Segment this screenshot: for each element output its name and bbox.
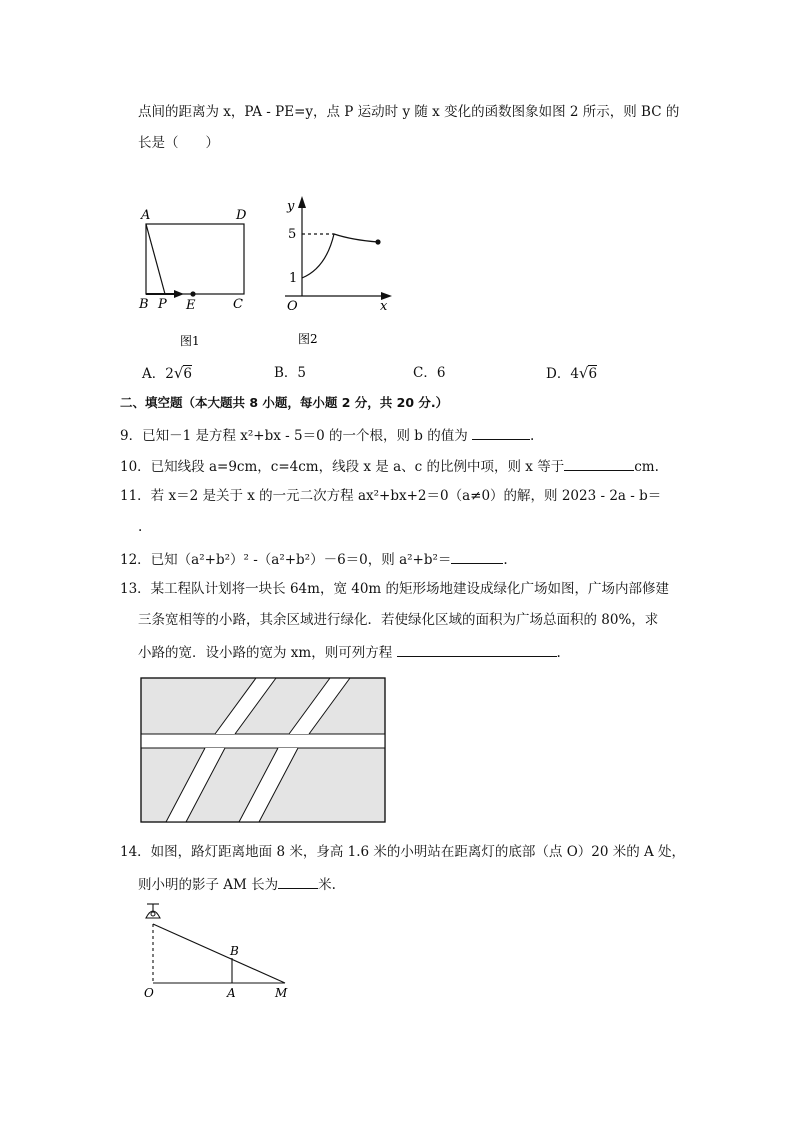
label-P: P bbox=[158, 297, 167, 312]
q12: 12．已知（a²+b²）² -（a²+b²）－6＝0，则 a²+b²＝ . bbox=[120, 549, 508, 569]
label-A: A bbox=[141, 208, 151, 223]
q10: 10．已知线段 a=9cm，c=4cm，线段 x 是 a、c 的比例中项，则 x 等于 cm. bbox=[120, 456, 659, 476]
q9: 9．已知－1 是方程 x²+bx - 5＝0 的一个根，则 b 的值为 . bbox=[120, 425, 534, 445]
q13-line2: 三条宽相等的小路，其余区域进行绿化．若使绿化区域的面积为广场总面积的 80%，求 bbox=[138, 612, 659, 628]
label-5: 5 bbox=[288, 227, 297, 242]
section-2-heading: 二、填空题（本大题共 8 小题，每小题 2 分，共 20 分.） bbox=[120, 395, 449, 410]
option-d[interactable]: D．4√6 bbox=[546, 364, 598, 382]
q11-line2: . bbox=[138, 519, 143, 535]
label-y: y bbox=[287, 199, 295, 214]
q14-line1: 14．如图，路灯距离地面 8 米，身高 1.6 米的小明站在距离灯的底部（点 O）20 米的 A 处， bbox=[120, 844, 686, 860]
caption-fig1: 图1 bbox=[180, 334, 200, 348]
option-c[interactable]: C．6 bbox=[413, 365, 446, 381]
label-D: D bbox=[236, 208, 247, 223]
label-O: O bbox=[287, 299, 298, 314]
label-B: B bbox=[139, 297, 149, 312]
q14-line2: 则小明的影子 AM 长为 米. bbox=[138, 874, 336, 894]
q13-line1: 13．某工程队计划将一块长 64m，宽 40m 的矩形场地建设成绿化广场如图，广场内部修建 bbox=[120, 581, 670, 597]
q11-line1: 11．若 x＝2 是关于 x 的一元二次方程 ax²+bx+2＝0（a≠0）的解，则 2023 - 2a - b＝ bbox=[120, 488, 662, 504]
label-B: B bbox=[230, 944, 239, 958]
q13-line3: 小路的宽．设小路的宽为 xm，则可列方程 . bbox=[138, 642, 561, 662]
q8-line1: 点间的距离为 x，PA - PE=y，点 P 运动时 y 随 x 变化的函数图象如图 2 所示，则 BC 的 bbox=[138, 104, 680, 120]
label-M: M bbox=[275, 986, 288, 1000]
option-a[interactable]: A．2√6 bbox=[142, 364, 192, 382]
label-E: E bbox=[186, 298, 196, 313]
label-x: x bbox=[380, 299, 388, 314]
light-ray bbox=[153, 924, 285, 983]
label-1: 1 bbox=[289, 271, 298, 286]
caption-fig2: 图2 bbox=[298, 332, 318, 346]
label-O: O bbox=[144, 986, 154, 1000]
q8-line2: 长是（ ） bbox=[138, 135, 219, 151]
label-C: C bbox=[233, 297, 243, 312]
option-b[interactable]: B．5 bbox=[274, 365, 307, 381]
label-A: A bbox=[227, 986, 236, 1000]
